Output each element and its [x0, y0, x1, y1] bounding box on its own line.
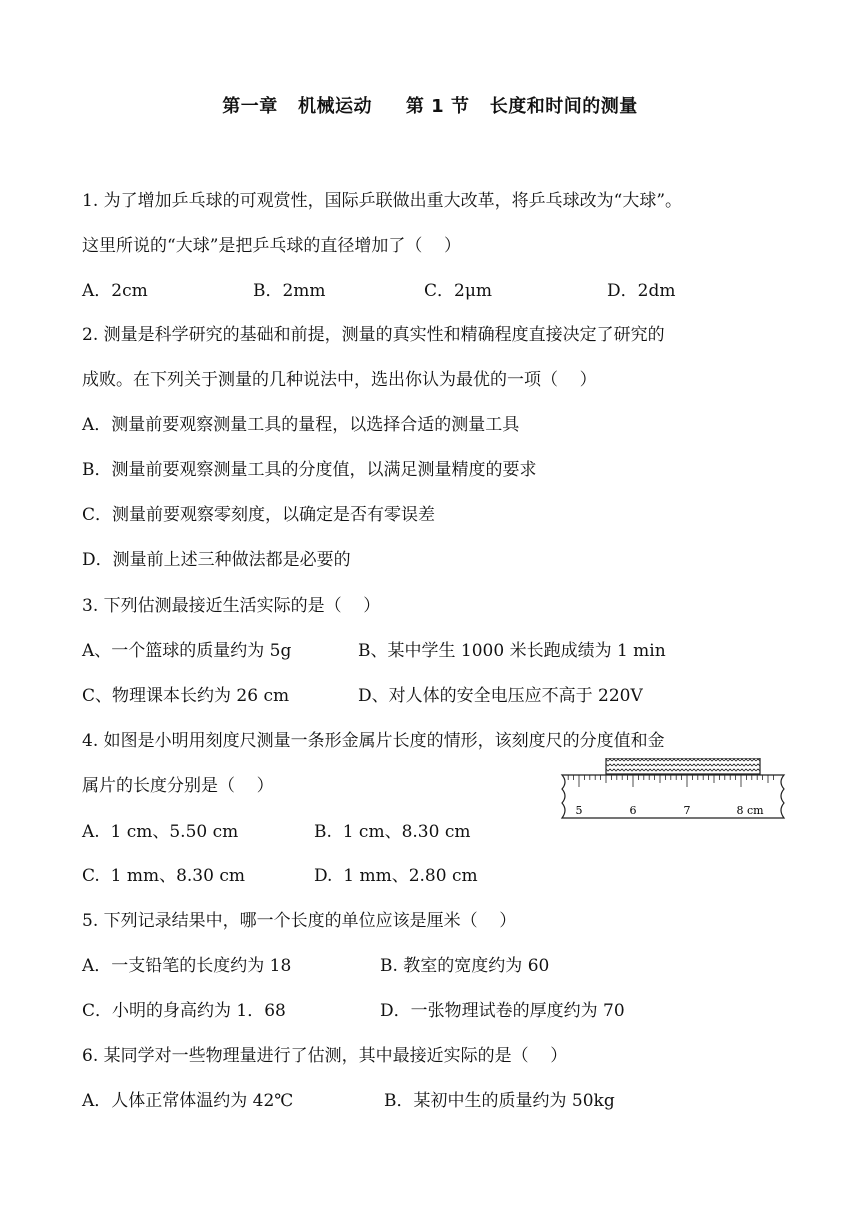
q6-option-a: A．人体正常体温约为 42℃ — [82, 1091, 294, 1111]
q1-option-b: B．2mm — [253, 281, 326, 301]
q1-stem-line1: 1. 为了增加乒乓球的可观赏性，国际乒联做出重大改革，将乒乓球改为“大球”。 — [82, 191, 683, 211]
q2-option-c: C．测量前要观察零刻度，以确定是否有零误差 — [82, 505, 436, 525]
q3-option-b: B、某中学生 1000 米长跑成绩为 1 min — [358, 641, 666, 661]
q2-option-a: A．测量前要观察测量工具的量程，以选择合适的测量工具 — [82, 415, 520, 435]
q4-stem-line2: 属片的长度分别是（ ） — [82, 776, 274, 796]
q4-option-b: B. 1 cm、8.30 cm — [314, 822, 471, 842]
q3-stem: 3. 下列估测最接近生活实际的是（ ） — [82, 596, 381, 616]
ruler-label-5: 5 — [575, 804, 583, 817]
q6-stem: 6. 某同学对一些物理量进行了估测，其中最接近实际的是（ ） — [82, 1046, 568, 1066]
q5-option-b: B. 教室的宽度约为 60 — [380, 956, 550, 976]
page-title: 第一章 机械运动 第 1 节 长度和时间的测量 — [222, 96, 638, 117]
q5-stem: 5. 下列记录结果中，哪一个长度的单位应该是厘米（ ） — [82, 911, 517, 931]
q3-option-a: A、一个篮球的质量约为 5g — [82, 641, 292, 661]
q3-option-d: D、对人体的安全电压应不高于 220V — [358, 686, 643, 706]
q1-option-a: A．2cm — [82, 281, 148, 301]
q5-option-a: A．一支铅笔的长度约为 18 — [82, 956, 292, 976]
q6-option-b: B．某初中生的质量约为 50kg — [384, 1091, 615, 1111]
q2-option-d: D．测量前上述三种做法都是必要的 — [82, 550, 351, 570]
q1-option-d: D．2dm — [607, 281, 676, 301]
q4-option-d: D. 1 mm、2.80 cm — [314, 866, 478, 886]
q2-stem-line1: 2. 测量是科学研究的基础和前提，测量的真实性和精确程度直接决定了研究的 — [82, 325, 665, 345]
ruler-label-6: 6 — [629, 804, 637, 817]
q1-option-c: C．2μm — [424, 281, 492, 301]
q5-option-c: C．小明的身高约为 1．68 — [82, 1001, 286, 1021]
q1-stem-line2: 这里所说的“大球”是把乒乓球的直径增加了（ ） — [82, 236, 461, 256]
q4-option-c: C. 1 mm、8.30 cm — [82, 866, 245, 886]
q3-option-c: C、物理课本长约为 26 cm — [82, 686, 290, 706]
q5-option-d: D．一张物理试卷的厚度约为 70 — [380, 1001, 625, 1021]
ruler-label-8cm: 8 cm — [736, 804, 764, 817]
q4-option-a: A. 1 cm、5.50 cm — [82, 822, 239, 842]
ruler-figure — [556, 758, 792, 824]
q2-stem-line2: 成败。在下列关于测量的几种说法中，选出你认为最优的一项（ ） — [82, 370, 597, 390]
q4-stem-line1: 4. 如图是小明用刻度尺测量一条形金属片长度的情形，该刻度尺的分度值和金 — [82, 731, 665, 751]
metal-strip — [606, 758, 760, 774]
q2-option-b: B．测量前要观察测量工具的分度值，以满足测量精度的要求 — [82, 460, 537, 480]
ruler-label-7: 7 — [683, 804, 691, 817]
